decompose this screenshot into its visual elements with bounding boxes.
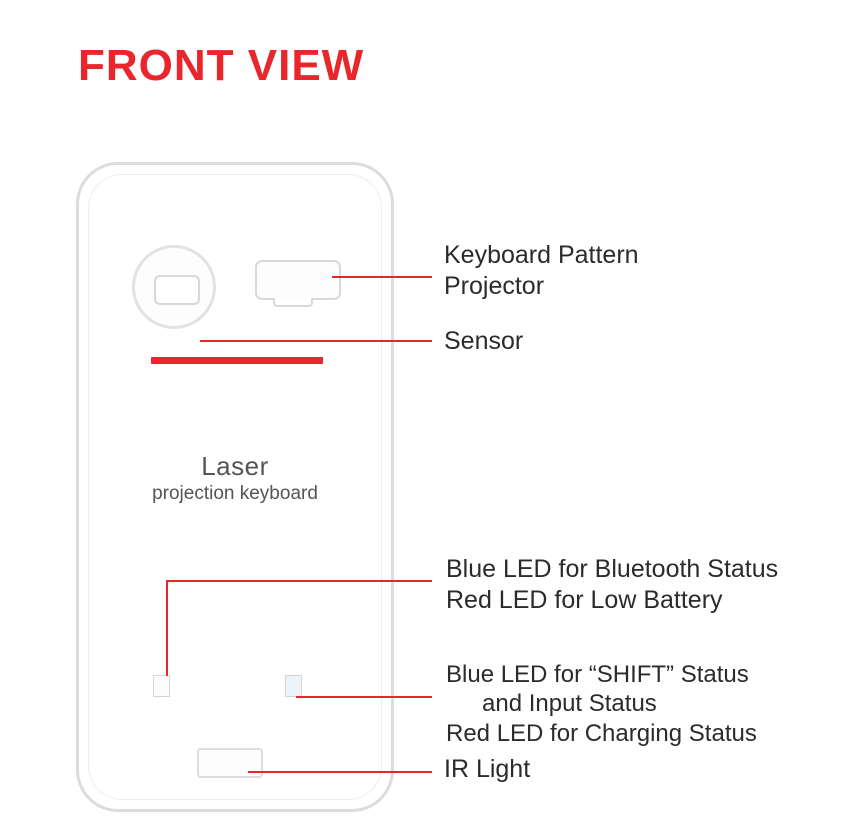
callout-line-projector [332, 276, 432, 278]
callout-label-bluetooth-line1: Blue LED for Bluetooth Status [446, 555, 779, 583]
callout-line-shift [296, 696, 432, 698]
bluetooth-battery-led [153, 675, 170, 697]
device-outline [76, 162, 394, 812]
callout-line-bluetooth-vertical [166, 580, 168, 676]
callout-label-bluetooth-line2: Red LED for Low Battery [446, 585, 723, 614]
laser-emitter-bar [151, 357, 323, 364]
ir-light-window [197, 748, 263, 778]
device-brand-sub: projection keyboard [152, 483, 318, 504]
shift-charging-led [285, 675, 302, 697]
callout-label-projector [444, 240, 639, 301]
page-title: FRONT VIEW [78, 41, 365, 90]
device-brand-main: Laser [201, 451, 269, 481]
callout-label-projector-line2: Projector [444, 271, 545, 300]
callout-label-shift-line2: and Input Status [482, 690, 657, 718]
callout-line-bluetooth-horizontal [166, 580, 432, 582]
callout-label-projector-line1: Keyboard Pattern [444, 241, 639, 269]
callout-label-shift-line3: Red LED for Charging Status [446, 719, 757, 747]
sensor-window [154, 275, 200, 305]
callout-line-ir [248, 771, 432, 773]
callout-label-shift [446, 660, 757, 748]
callout-label-bluetooth [446, 554, 778, 615]
callout-label-ir [444, 754, 530, 785]
callout-label-ir-line1: IR Light [444, 755, 531, 783]
sensor-bezel [132, 245, 216, 329]
callout-label-sensor [444, 326, 523, 357]
keyboard-pattern-projector-window [255, 260, 341, 300]
callout-label-sensor-line1: Sensor [444, 327, 524, 355]
projector-notch [273, 298, 313, 307]
callout-label-shift-line1: Blue LED for “SHIFT” Status [446, 661, 749, 688]
callout-line-sensor [200, 340, 432, 342]
